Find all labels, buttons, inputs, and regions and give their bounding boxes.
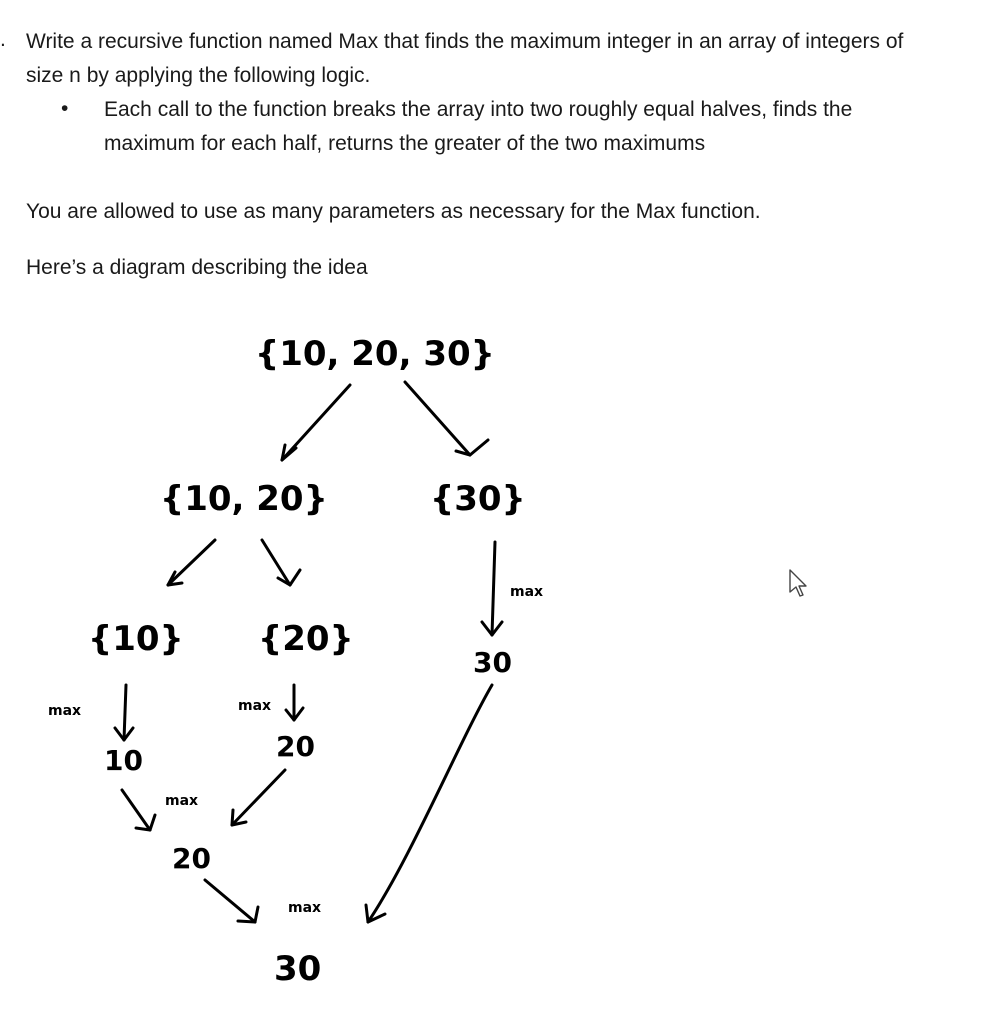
max-label-final: max [288,900,322,916]
arrow-root-left [282,385,350,460]
value-30-right: 30 [473,646,512,679]
merge-left-result: 20 [172,842,211,875]
leaf-array-10: {10} [88,619,184,659]
question-line-1: Write a recursive function named Max that finds the maximum integer in an array of integers of [26,30,904,53]
bullet-line-2: maximum for each half, returns the greater of the two maximums [104,132,706,155]
arrowhead-root-right [456,440,488,455]
recursion-diagram [0,300,997,1024]
diagram-intro: Here’s a diagram describing the idea [26,256,368,279]
parameters-note: You are allowed to use as many parameters as necessary for the Max function. [26,200,761,223]
max-label-merge-left: max [165,793,199,809]
bullet-line-1: Each call to the function breaks the array into two roughly equal halves, finds the [104,98,853,121]
mouse-pointer-icon [790,570,806,596]
arrow-10-to-merge [122,790,150,830]
value-10: 10 [104,744,143,777]
arrow-root-right [405,382,470,455]
leaf-array-20: {20} [258,619,354,659]
arrow-right-down [492,542,495,635]
max-label-leaf-20: max [238,698,272,714]
max-label-leaf-10: max [48,703,82,719]
arrowhead-30-to-final [366,905,385,922]
question-line-2: size n by applying the following logic. [26,64,371,87]
arrow-30-to-final [368,685,492,922]
root-array: {10, 20, 30} [255,334,495,374]
final-result: 30 [274,949,322,989]
arrow-20-to-final [205,880,255,922]
right-split-array: {30} [430,479,526,519]
value-20: 20 [276,730,315,763]
bullet-point: • [61,97,69,120]
left-split-array: {10, 20} [160,479,328,519]
arrow-leaf-10-down [124,685,126,740]
max-label-right: max [510,584,544,600]
arrow-to-leaf-10 [168,540,215,585]
arrow-to-leaf-20 [262,540,290,585]
question-number-mark: . [0,28,6,51]
arrow-20-to-merge [232,770,285,825]
